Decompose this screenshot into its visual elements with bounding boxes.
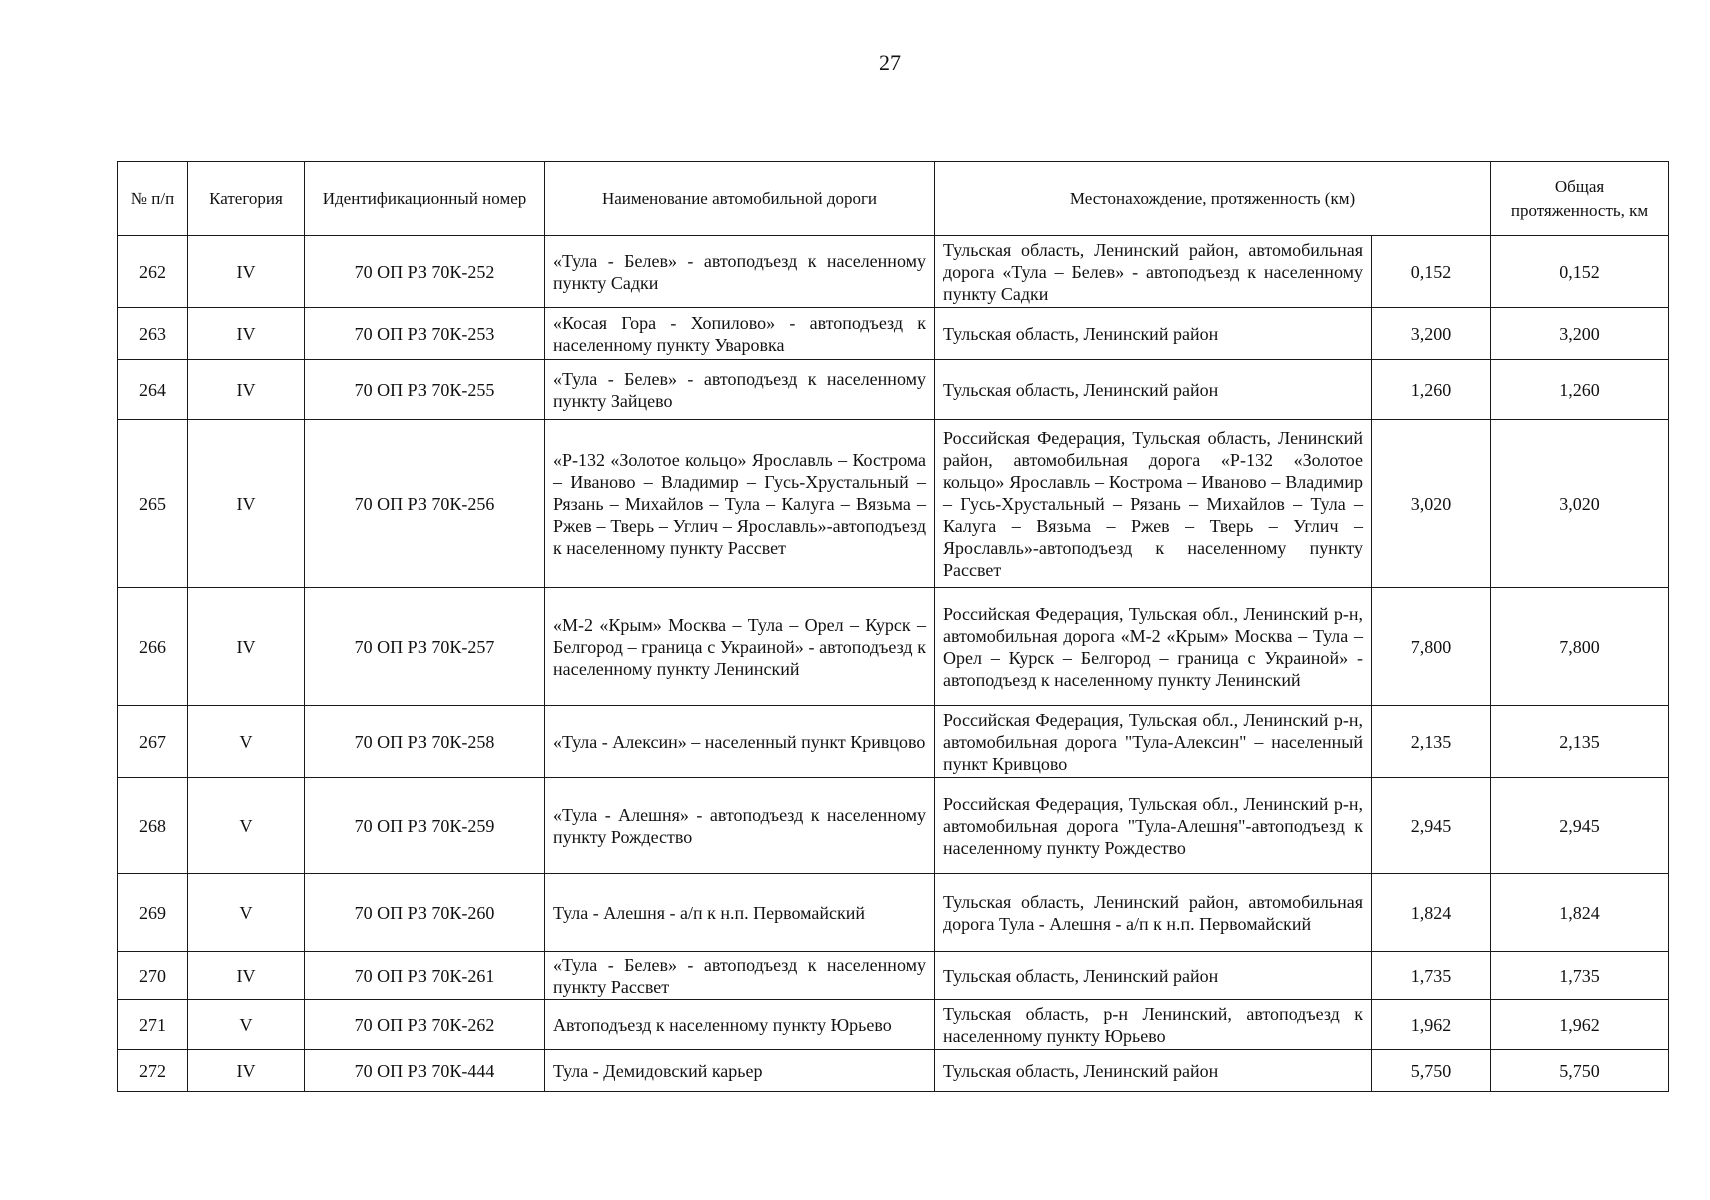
row-length: 7,800 [1372, 588, 1491, 706]
row-id: 70 ОП РЗ 70К-258 [305, 706, 545, 778]
table-row [118, 360, 1669, 420]
table-row [118, 1000, 1669, 1050]
row-category: IV [188, 588, 305, 706]
row-number: 269 [118, 874, 188, 952]
table-row [118, 1050, 1669, 1092]
row-total-length: 2,945 [1491, 778, 1669, 874]
header-category: Категория [188, 162, 305, 236]
row-total-length: 2,135 [1491, 706, 1669, 778]
row-road-name: «Тула - Белев» - автоподъезд к населенному пункту Садки [545, 236, 935, 308]
row-id: 70 ОП РЗ 70К-257 [305, 588, 545, 706]
row-location: Российская Федерация, Тульская обл., Ленинский р-н, автомобильная дорога «М-2 «Крым» Москва – Тула – Орел – Курск – Белгород – граница с Украиной» - автоподъезд к населенному пункту Ленинский [935, 588, 1372, 706]
row-length: 2,135 [1372, 706, 1491, 778]
table-row [118, 420, 1669, 588]
row-number: 268 [118, 778, 188, 874]
header-num: № п/п [118, 162, 188, 236]
row-length: 3,020 [1372, 420, 1491, 588]
row-length: 0,152 [1372, 236, 1491, 308]
header-total: Общая протяженность, км [1491, 162, 1669, 236]
row-total-length: 3,200 [1491, 308, 1669, 360]
row-length: 1,962 [1372, 1000, 1491, 1050]
row-road-name: «Р-132 «Золотое кольцо» Ярославль – Кострома – Иваново – Владимир – Гусь-Хрустальный – Рязань – Михайлов – Тула – Калуга – Вязьма – Ржев – Тверь – Углич – Ярославль»-автоподъезд к населенному пункту Рассвет [545, 420, 935, 588]
row-category: V [188, 778, 305, 874]
row-category: V [188, 874, 305, 952]
row-total-length: 1,735 [1491, 952, 1669, 1000]
row-location: Российская Федерация, Тульская обл., Ленинский р-н, автомобильная дорога "Тула-Алешня"-автоподъезд к населенному пункту Рождество [935, 778, 1372, 874]
row-number: 267 [118, 706, 188, 778]
row-category: V [188, 1000, 305, 1050]
row-location: Российская Федерация, Тульская область, Ленинский район, автомобильная дорога «Р-132 «Золотое кольцо» Ярославль – Кострома – Иваново – Владимир – Гусь-Хрустальный – Рязань – Михайлов – Тула – Калуга – Вязьма – Ржев – Тверь – Углич – Ярославль»-автоподъезд к населенному пункту Рассвет [935, 420, 1372, 588]
row-id: 70 ОП РЗ 70К-255 [305, 360, 545, 420]
table-row [118, 706, 1669, 778]
row-total-length: 1,260 [1491, 360, 1669, 420]
row-number: 271 [118, 1000, 188, 1050]
row-id: 70 ОП РЗ 70К-256 [305, 420, 545, 588]
row-length: 3,200 [1372, 308, 1491, 360]
row-location: Тульская область, Ленинский район [935, 308, 1372, 360]
row-category: IV [188, 420, 305, 588]
row-length: 1,824 [1372, 874, 1491, 952]
row-location: Тульская область, Ленинский район, автомобильная дорога «Тула – Белев» - автоподъезд к населенному пункту Садки [935, 236, 1372, 308]
row-category: IV [188, 1050, 305, 1092]
row-category: IV [188, 236, 305, 308]
header-id: Идентификационный номер [305, 162, 545, 236]
row-length: 1,260 [1372, 360, 1491, 420]
row-id: 70 ОП РЗ 70К-262 [305, 1000, 545, 1050]
table-row [118, 952, 1669, 1000]
row-total-length: 1,962 [1491, 1000, 1669, 1050]
row-id: 70 ОП РЗ 70К-252 [305, 236, 545, 308]
row-category: IV [188, 360, 305, 420]
row-id: 70 ОП РЗ 70К-444 [305, 1050, 545, 1092]
table-row [118, 778, 1669, 874]
row-road-name: «Тула - Алексин» – населенный пункт Кривцово [545, 706, 935, 778]
row-number: 266 [118, 588, 188, 706]
row-road-name: «Тула - Белев» - автоподъезд к населенному пункту Рассвет [545, 952, 935, 1000]
row-location: Тульская область, Ленинский район, автомобильная дорога Тула - Алешня - а/п к н.п. Первомайский [935, 874, 1372, 952]
header-location: Местонахождение, протяженность (км) [935, 162, 1491, 236]
row-road-name: «Тула - Белев» - автоподъезд к населенному пункту Зайцево [545, 360, 935, 420]
row-id: 70 ОП РЗ 70К-259 [305, 778, 545, 874]
row-road-name: «Тула - Алешня» - автоподъезд к населенному пункту Рождество [545, 778, 935, 874]
row-length: 1,735 [1372, 952, 1491, 1000]
table-row [118, 308, 1669, 360]
row-location: Тульская область, р-н Ленинский, автоподъезд к населенному пункту Юрьево [935, 1000, 1372, 1050]
row-location: Тульская область, Ленинский район [935, 360, 1372, 420]
row-total-length: 7,800 [1491, 588, 1669, 706]
row-length: 5,750 [1372, 1050, 1491, 1092]
row-location: Тульская область, Ленинский район [935, 1050, 1372, 1092]
header-name: Наименование автомобильной дороги [545, 162, 935, 236]
row-category: IV [188, 952, 305, 1000]
table-row [118, 588, 1669, 706]
row-total-length: 0,152 [1491, 236, 1669, 308]
row-total-length: 1,824 [1491, 874, 1669, 952]
row-number: 264 [118, 360, 188, 420]
row-road-name: «Косая Гора - Хопилово» - автоподъезд к населенному пункту Уваровка [545, 308, 935, 360]
header-row [118, 162, 1669, 236]
row-number: 262 [118, 236, 188, 308]
row-road-name: «М-2 «Крым» Москва – Тула – Орел – Курск – Белгород – граница с Украиной» - автоподъезд к населенному пункту Ленинский [545, 588, 935, 706]
row-number: 272 [118, 1050, 188, 1092]
row-location: Тульская область, Ленинский район [935, 952, 1372, 1000]
row-number: 270 [118, 952, 188, 1000]
roads-table [117, 161, 1669, 1092]
row-category: V [188, 706, 305, 778]
row-id: 70 ОП РЗ 70К-260 [305, 874, 545, 952]
row-total-length: 3,020 [1491, 420, 1669, 588]
row-location: Российская Федерация, Тульская обл., Ленинский р-н, автомобильная дорога "Тула-Алексин" – населенный пункт Кривцово [935, 706, 1372, 778]
table-row [118, 874, 1669, 952]
row-road-name: Автоподъезд к населенному пункту Юрьево [545, 1000, 935, 1050]
table-row [118, 236, 1669, 308]
row-road-name: Тула - Алешня - а/п к н.п. Первомайский [545, 874, 935, 952]
row-length: 2,945 [1372, 778, 1491, 874]
row-category: IV [188, 308, 305, 360]
row-number: 265 [118, 420, 188, 588]
row-total-length: 5,750 [1491, 1050, 1669, 1092]
row-road-name: Тула - Демидовский карьер [545, 1050, 935, 1092]
row-number: 263 [118, 308, 188, 360]
table-body [118, 236, 1669, 1092]
row-id: 70 ОП РЗ 70К-261 [305, 952, 545, 1000]
row-id: 70 ОП РЗ 70К-253 [305, 308, 545, 360]
page-number: 27 [879, 50, 901, 75]
